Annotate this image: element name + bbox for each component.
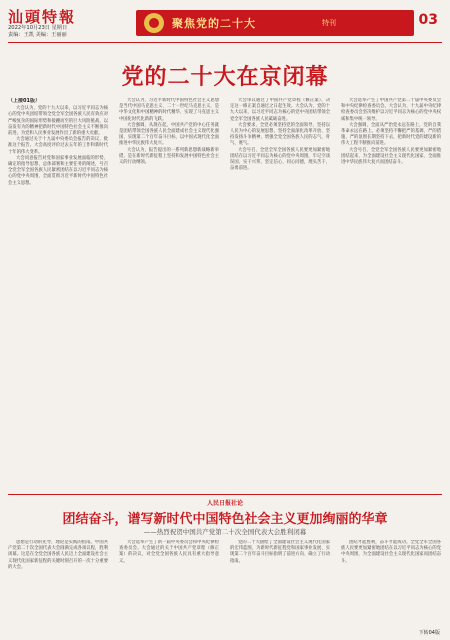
editorial-column-3 (230, 540, 330, 636)
article-column-4 (341, 98, 441, 488)
main-headline: 党的二十大在京闭幕 (121, 65, 329, 90)
article-paragraph: 大会要求，全党必须坚持党的全面领导，坚持以人民为中心的发展思想，坚持全面深化改革开放，坚持发扬斗争精神，增强全党全国各族人民的志气、骨气、底气。 (230, 122, 330, 147)
article-paragraph: 大会强调，从现在起，中国共产党的中心任务就是团结带领全国各族人民全面建成社会主义现代化强国、实现第二个百年奋斗目标，以中国式现代化全面推进中华民族伟大复兴。 (119, 122, 219, 147)
article-paragraph: 大会通过关于十九届中央委员会报告的决议，批准这个报告。大会高度评价过去五年的工作和新时代十年的伟大变革。 (8, 137, 108, 155)
article-lead: （上接01版） (8, 98, 40, 104)
issue-date: 2022年10月23日 星期日 (8, 25, 68, 31)
party-emblem-icon (144, 13, 164, 33)
editorial-subtitle: ——热烈祝贺中国共产党第二十次全国代表大会胜利闭幕 (143, 528, 307, 536)
header-rule (8, 42, 442, 43)
page-number: 03 (418, 12, 438, 28)
article-column-2 (119, 98, 219, 488)
section-divider (8, 494, 442, 495)
editorial-paragraph: 思想是行动的先导，理论是实践的指南。中国共产党第二十次全国代表大会圆满完成各项议程，胜利闭幕。这是在全党全国各族人民迈上全面建设社会主义现代化国家新征程的关键时刻召开的一次十分重要的大会。 (8, 540, 108, 570)
article-paragraph: 大会强调，全面从严治党永远在路上，党的自我革命永远在路上。必须坚持不懈把严的基调、严的措施、严的氛围长期坚持下去，把新时代党的建设新的伟大工程不断推向前进。 (341, 122, 441, 147)
article-paragraph: 大会认为，报告提出的一系列新思想新战略新举措，是在新时代新征程上坚持和发展中国特色社会主义的行动纲领。 (119, 147, 219, 166)
article-paragraph: 大会选举产生了中国共产党第二十届中央委员会和中央纪律检查委员会。大会认为，十九届中央纪律检查委员会坚决维护以习近平同志为核心的党中央权威和集中统一领导。 (341, 98, 441, 122)
issue-meta (8, 25, 67, 38)
article-column-3 (230, 98, 330, 488)
editor-credits: 责编：王凯 美编：王丽丽 (8, 31, 67, 38)
editorial-body (8, 540, 442, 636)
section-banner (136, 10, 414, 36)
editorial-column-1 (8, 540, 108, 636)
editorial-paragraph: 团结才能胜利，奋斗才能成功。全党全军全国各族人民要更加紧密地团结在以习近平同志为核心的党中央周围，为全面建设社会主义现代化国家而团结奋斗。 (341, 540, 441, 564)
banner-title: 聚焦党的二十大 (172, 17, 256, 30)
article-body (8, 98, 442, 488)
editorial-headline: 团结奋斗，谱写新时代中国特色社会主义更加绚丽的华章 (62, 512, 388, 527)
article-paragraph: 大会号召，全党全军全国各族人民要更加紧密地团结在以习近平同志为核心的党中央周围，牢记空谈误国、实干兴邦，坚定信心、同心同德，埋头苦干、奋勇前进。 (230, 147, 330, 172)
banner-subtitle: 特刊 (322, 19, 336, 27)
page-header (8, 6, 442, 40)
article-column-1 (8, 98, 108, 488)
article-paragraph: 大会审议通过了中国共产党章程（修正案），决定这一修正案自通过之日起生效。大会认为，党的十九大以来，以习近平同志为核心的党中央团结带领全党全军全国各族人民砥砺奋进。 (230, 98, 330, 122)
newspaper-logo: 汕頭特報 (8, 8, 77, 26)
article-paragraph: 大会认为，党的十九大以来，以习近平同志为核心的党中央团结带领全党全军全国各族人民有效应对严峻复杂的国际形势和接踵而至的巨大风险挑战，以奋发有为的精神把新时代中国特色社会主义不断推向前进，为党和人民事业发展作出了新的重大贡献。 (8, 106, 108, 137)
editorial-paragraph: 党的二十大描绘了全面建设社会主义现代化国家的宏伟蓝图，为新时代新征程党和国家事业发展、实现第二个百年奋斗目标指明了前进方向、确立了行动指南。 (230, 540, 330, 564)
continued-note: 下转04版 (418, 630, 440, 636)
article-paragraph: 大会号召，全党全军全国各族人民要更加紧密地团结起来，为全面建设社会主义现代化国家、全面推进中华民族伟大复兴而团结奋斗。 (341, 147, 441, 166)
commentary-kicker: 人民日报社论 (206, 500, 243, 507)
editorial-column-4 (341, 540, 441, 636)
article-paragraph: 大会认为，习近平新时代中国特色社会主义思想是当代中国马克思主义、二十一世纪马克思主义，是中华文化和中国精神的时代精华，实现了马克思主义中国化时代化新的飞跃。 (119, 98, 219, 122)
editorial-column-2 (119, 540, 219, 636)
article-paragraph: 大会同意报告对党和国家事业发展面临的形势、确定的指导思想、总体部署和主要任务的阐述，号召全党全军全国各族人民紧密团结在以习近平同志为核心的党中央周围，全面贯彻习近平新时代中国特色社会主义思想。 (8, 155, 108, 186)
editorial-paragraph: 大会选举产生了新一届中央委员会和中央纪律检查委员会。大会通过的关于中国共产党章程（修正案）的决议，对全党全国各族人民具有重大指导意义。 (119, 540, 219, 564)
